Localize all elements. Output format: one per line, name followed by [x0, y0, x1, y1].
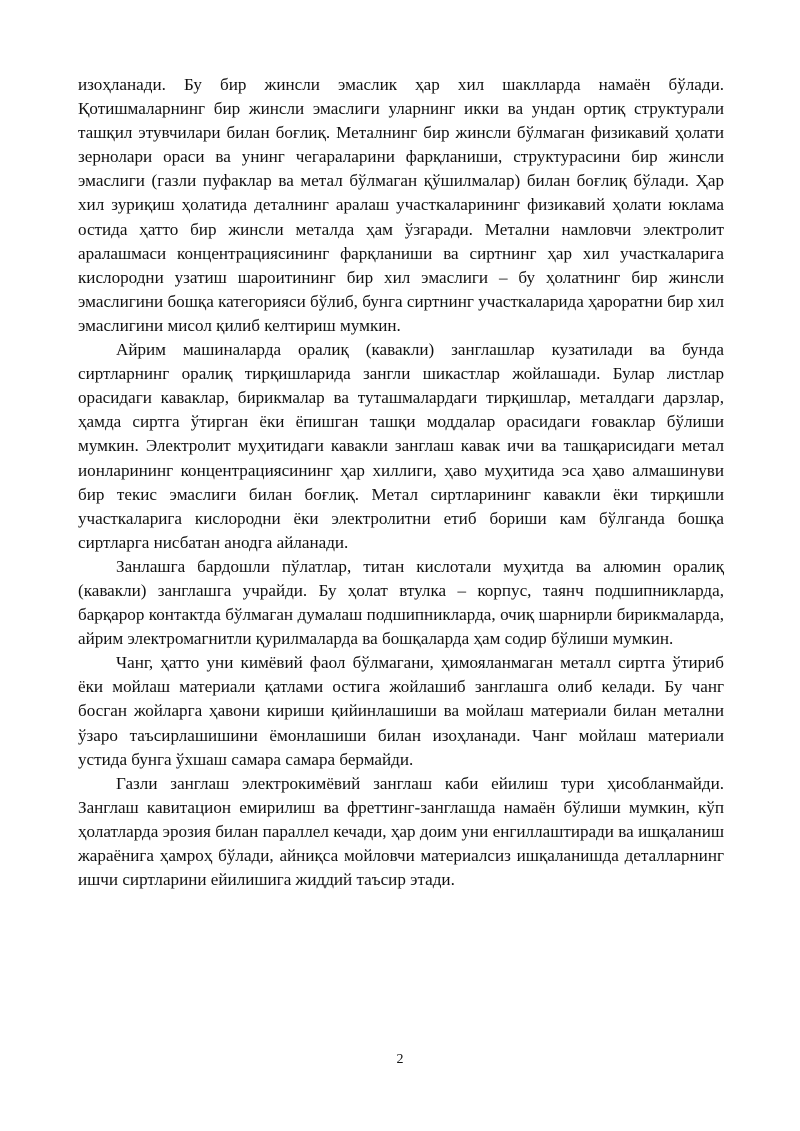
paragraph-1: изоҳланади. Бу бир жинсли эмаслик ҳар хил шаклларда намаён бўлади. Қотишмаларнинг бир жинсли эмаслиги уларнинг икки ва ундан ортиқ структурали ташқил этувчилари билан боғлиқ. Металнинг бир жинсли бўлмаган физикавий ҳолати зернолари ораси ва унинг чегараларини фарқланиши, структурасини бир жинсли эмаслиги (газли пуфаклар ва метал бўлмаган қўшилмалар) билан боғлиқ бўлади. Ҳар хил зуриқиш ҳолатида деталнинг аралаш участкаларининг физикавий ҳолати юклама остида ҳатто бир жинсли металда ҳам ўзгаради. Метални намловчи электролит аралашмаси концентрациясининг фарқланиши ва сиртнинг ҳар хил участкаларига кислородни узатиш шароитининг бир хил эмаслиги – бу ҳолатнинг бир жинсли эмаслигини бошқа категорияси бўлиб, бунга сиртнинг участкаларида ҳароратни бир хил эмаслигини мисол қилиб келтириш мумкин. — [78, 75, 724, 335]
document-page — [78, 73, 724, 892]
paragraph-4: Чанг, ҳатто уни кимёвий фаол бўлмагани, ҳимояланмаган металл сиртга ўтириб ёки мойлаш материали қатлами остига жойлашиб занглашга олиб келади. Бу чанг босган жойларга ҳавони кириши қийинлашиши ва мойлаш материали билан метални ўзаро таъсирлашишини ёмонлашиши билан изоҳланади. Чанг мойлаш материали устида бунга ўхшаш самара самара бермайди. — [78, 653, 724, 769]
page-number: 2 — [396, 1052, 404, 1067]
paragraph-3: Занлашга бардошли пўлатлар, титан кислотали муҳитда ва алюмин оралиқ (кавакли) занглашга учрайди. Бу ҳолат втулка – корпус, таянч подшипникларда, барқарор контактда бўлмаган думалаш подшипникларда, очиқ шарнирли бирикмаларда, айрим электромагнитли қурилмаларда ва бошқаларда ҳам содир бўлиши мумкин. — [78, 556, 724, 649]
paragraph-2: Айрим машиналарда оралиқ (кавакли) занглашлар кузатилади ва бунда сиртларнинг оралиқ тирқишларида зангли шикастлар жойлашади. Булар листлар орасидаги каваклар, бирикмалар ва туташмалардаги тирқишлар, металдаги дарзлар, ҳамда сиртга ўтирган ёки ёпишган ташқи моддалар орасидаги ғоваклар бўлиши мумкин. Электролит муҳитидаги кавакли занглаш кавак ичи ва ташқарисидаги метал ионларининг концентрациясининг ҳар хиллиги, ҳаво муҳитида эса ҳаво алмашинуви бир текис эмаслиги билан боғлиқ. Метал сиртларининг кавакли ёки тирқишли участкаларига кислородни ёки электролитни етиб бориши кам бўлганда бошқа сиртларга нисбатан анодга айланади. — [78, 340, 724, 552]
paragraph-5: Газли занглаш электрокимёвий занглаш каби ейилиш тури ҳисобланмайди. Занглаш кавитацион емирилиш ва фреттинг-занглашда намаён бўлиши мумкин, кўп ҳолатларда эрозия билан параллел кечади, ҳар доим уни енгиллаштиради ва ишқаланиш жараёнига ҳамроҳ бўлади, айниқса мойловчи материалсиз ишқаланишда деталларнинг ишчи сиртларини ейилишига жиддий таъсир этади. — [78, 773, 724, 890]
